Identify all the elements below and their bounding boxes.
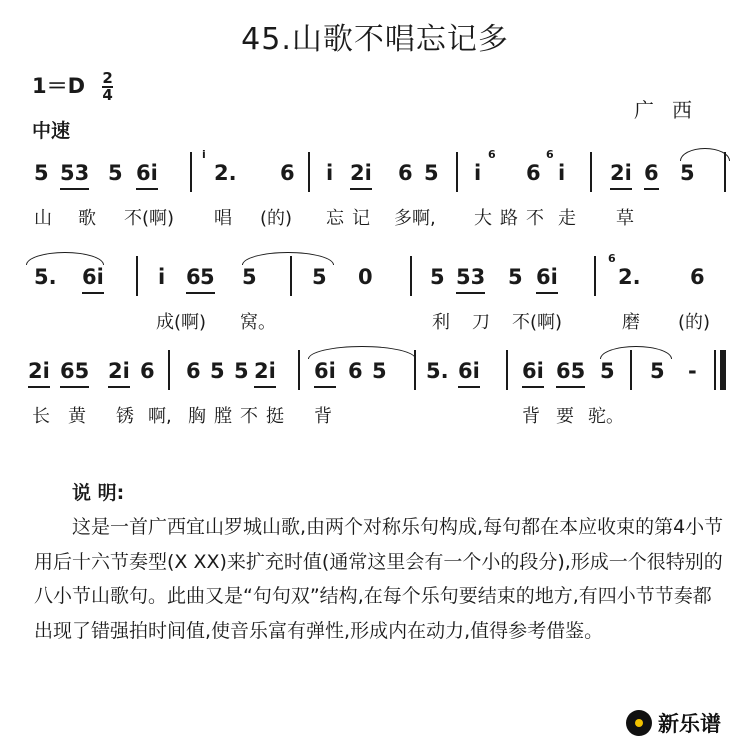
final-barline: [720, 350, 726, 390]
grace-note: 6: [488, 148, 496, 161]
barline: [714, 350, 716, 390]
lyric: 路: [500, 208, 518, 229]
note-group: 6i: [82, 262, 104, 294]
lyric: 锈: [116, 406, 134, 427]
lyric: 膛: [214, 406, 232, 427]
lyric: 窝。: [240, 312, 276, 333]
tempo-marking: 中速: [32, 120, 71, 142]
logo-text: 新乐谱: [658, 712, 721, 736]
note: 5: [242, 265, 257, 289]
note-group: 6i: [458, 356, 480, 388]
site-logo: [626, 707, 721, 739]
note: i: [158, 265, 166, 289]
note-group: 2i: [28, 356, 50, 388]
note-group: 6i: [136, 158, 158, 190]
note: 5: [650, 359, 665, 383]
lyric: 不: [240, 406, 258, 427]
note: 6: [348, 359, 363, 383]
lyric: 不: [526, 208, 544, 229]
score-row-1: [28, 148, 728, 208]
note-group: 2i: [254, 356, 276, 388]
note: 5: [508, 265, 523, 289]
time-bottom: 4: [102, 86, 113, 104]
record-disc-icon: [626, 710, 652, 736]
note: i: [326, 161, 334, 185]
lyric: 草: [616, 208, 634, 229]
barline: [410, 256, 412, 296]
barline: [456, 152, 458, 192]
lyric: 要: [556, 406, 574, 427]
lyric: 胸: [188, 406, 206, 427]
barline: [724, 152, 726, 192]
lyrics-row-3: [28, 402, 728, 432]
lyric: 啊,: [148, 406, 172, 427]
grace-note: 6: [546, 148, 554, 161]
origin-label: 广西: [634, 98, 710, 122]
lyrics-row-2: [28, 308, 728, 338]
note: 5: [210, 359, 225, 383]
note: 5: [108, 161, 123, 185]
notes-body: 这是一首广西宜山罗城山歌,由两个对称乐句构成,每句都在本应收束的第4小节用后十六节奏型(X XX)来扩充时值(通常这里会有一个小的段分),形成一个很特别的八小节山歌句。此曲又是“句句双”结构,在每个乐句要结束的地方,有四小节节奏都出现了错强拍时间值,使音乐富有弹性,形成内在动力,值得参考借鉴。: [34, 516, 724, 642]
notes-heading: 说 明:: [72, 482, 125, 504]
lyric: 挺: [266, 406, 284, 427]
dash: -: [688, 359, 697, 383]
note-group: 6: [186, 262, 201, 294]
note: 6: [186, 359, 201, 383]
key-signature: [32, 70, 113, 103]
lyric: 长: [32, 406, 50, 427]
grace-note: 6: [608, 252, 616, 265]
song-title: 45.山歌不唱忘记多: [241, 22, 509, 57]
slur: [680, 148, 730, 161]
note-group: 6i: [522, 356, 544, 388]
lyric: 走: [558, 208, 576, 229]
note: 5: [34, 161, 49, 185]
lyric: 背: [314, 406, 332, 427]
note-group: 53: [60, 158, 89, 190]
note: 5.: [34, 265, 57, 289]
note: 2.: [214, 161, 237, 185]
note: i: [474, 161, 482, 185]
lyric: (的): [260, 208, 293, 229]
note: 5: [424, 161, 439, 185]
lyric: 大: [474, 208, 492, 229]
note: 5.: [426, 359, 449, 383]
note: 5: [200, 262, 215, 294]
lyric: 黄: [68, 406, 86, 427]
note: i: [558, 161, 566, 185]
lyric: 不(啊): [512, 312, 563, 333]
lyric: 多啊,: [394, 208, 436, 229]
lyric: 忘: [326, 208, 344, 229]
note-group: 2i: [610, 158, 632, 190]
lyric: 不(啊): [124, 208, 175, 229]
lyric: 刀: [472, 312, 490, 333]
grace-note: i: [202, 148, 206, 161]
note: 5: [234, 359, 249, 383]
lyric: 山: [34, 208, 52, 229]
note: 5: [312, 265, 327, 289]
time-top: 2: [102, 69, 113, 87]
note: 5: [372, 359, 387, 383]
barline: [308, 152, 310, 192]
score-row-3: [28, 356, 728, 406]
barline: [298, 350, 300, 390]
lyric: 唱: [214, 208, 232, 229]
barline: [630, 350, 632, 390]
note: 2.: [618, 265, 641, 289]
time-signature: [102, 71, 112, 103]
barline: [136, 256, 138, 296]
barline: [414, 350, 416, 390]
key-tonic: 1＝D: [32, 74, 86, 98]
note: 6: [398, 161, 413, 185]
score-row-2: [28, 252, 728, 312]
barline: [290, 256, 292, 296]
lyrics-row-1: [28, 204, 728, 234]
note: 5: [430, 265, 445, 289]
barline: [594, 256, 596, 296]
note-group: 6i: [314, 356, 336, 388]
note: 5: [680, 161, 695, 185]
note-group: 2i: [108, 356, 130, 388]
note: 6: [140, 359, 155, 383]
lyric: (的): [678, 312, 711, 333]
note: 6: [644, 158, 659, 190]
note: 0: [358, 265, 373, 289]
barline: [506, 350, 508, 390]
barline: [590, 152, 592, 192]
lyric: 磨: [622, 312, 640, 333]
note-group: 65: [556, 356, 585, 388]
note: 5: [600, 359, 615, 383]
note-group: 53: [456, 262, 485, 294]
lyric: 歌: [78, 208, 96, 229]
note: 6: [690, 265, 705, 289]
note-group: 65: [60, 356, 89, 388]
lyric: 利: [432, 312, 450, 333]
lyric: 背: [522, 406, 540, 427]
note: 6: [526, 161, 541, 185]
barline: [190, 152, 192, 192]
lyric: 记: [352, 208, 370, 229]
note-group: 2i: [350, 158, 372, 190]
lyric: 成(啊): [156, 312, 207, 333]
lyric: 驼。: [588, 406, 624, 427]
note-group: 6i: [536, 262, 558, 294]
note: 6: [280, 161, 295, 185]
barline: [168, 350, 170, 390]
